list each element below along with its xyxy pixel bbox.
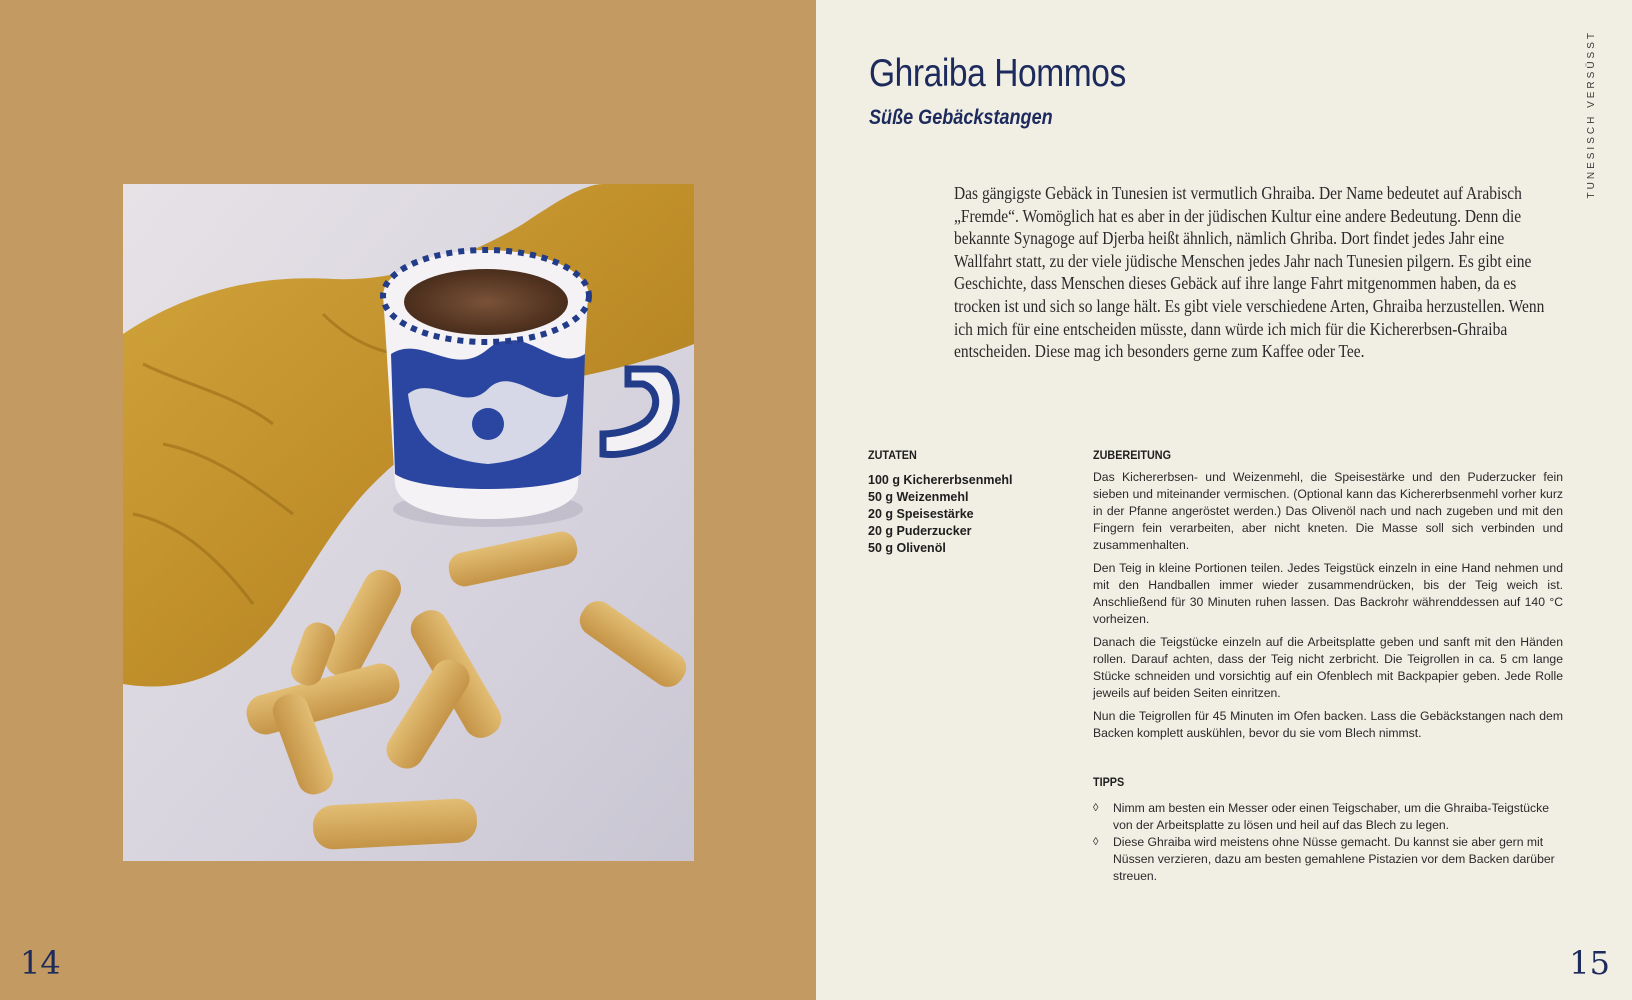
- recipe-subtitle: Süße Gebäckstangen: [869, 106, 1053, 129]
- ingredient-item: 50 g Weizenmehl: [868, 490, 969, 504]
- ingredient-item: 100 g Kichererbsenmehl: [868, 473, 1013, 487]
- preparation-step: Nun die Teigrollen für 45 Minuten im Ofen backen. Lass die Gebäckstangen nach dem Backen komplett auskühlen, bevor du sie vom Blech nimmst.: [1093, 709, 1563, 740]
- section-label: TUNESISCH VERSÜSST: [1586, 30, 1597, 199]
- page-number-left: 14: [20, 944, 61, 982]
- ingredients-list: [868, 472, 1013, 557]
- tip-text: Diese Ghraiba wird meistens ohne Nüsse gemacht. Du kannst sie aber gern mit Nüssen verzieren, dazu am besten gemahlene Pistazien vor dem Backen darüber streuen.: [1113, 835, 1555, 883]
- recipe-photo-illustration: [123, 184, 694, 861]
- ingredients-heading: ZUTATEN: [868, 448, 917, 462]
- ingredient-item: 20 g Puderzucker: [868, 524, 972, 538]
- ingredient-item: 50 g Olivenöl: [868, 541, 946, 555]
- preparation-heading: ZUBEREITUNG: [1093, 448, 1172, 462]
- intro-text: Das gängigste Gebäck in Tunesien ist vermutlich Ghraiba. Der Name bedeutet auf Arabisch „Fremde“. Womöglich hat es aber in der jüdischen Kultur eine andere Bedeutung. Denn die bekannte Synagoge auf Djerba heißt ähnlich, nämlich Ghriba. Dort findet jedes Jahr eine Wallfahrt statt, zu der viele jüdische Menschen jedes Jahr nach Tunesien pilgern. Es gibt eine Geschichte, dass Menschen dieses Gebäck auf ihre lange Fahrt mitgenommen haben, da es trocken ist und sich so lange hält. Es gibt viele verschiedene Arten, Ghraiba herzustellen. Wenn ich mich für eine entscheiden müsste, dann würde ich mich für die Kichererbsen-Ghraiba entscheiden. Diese mag ich besonders gerne zum Kaffee oder Tee.: [954, 183, 1545, 362]
- ingredient-item: 20 g Speisestärke: [868, 507, 974, 521]
- page-number-right: 15: [1569, 944, 1610, 982]
- tips-heading: TIPPS: [1093, 775, 1125, 789]
- preparation-steps: [1093, 469, 1563, 748]
- tip-item: [1093, 800, 1563, 834]
- preparation-step: Danach die Teigstücke einzeln auf die Arbeitsplatte geben und sanft mit den Händen rollen. Darauf achten, dass der Teig nicht zerbricht. Die Teigrollen in ca. 5 cm lange Stücke schneiden und vorsichtig auf ein Ofenblech mit Backpapier geben. Jede Rolle jeweils auf beiden Seiten einritzen.: [1093, 635, 1563, 700]
- tip-text: Nimm am besten ein Messer oder einen Teigschaber, um die Ghraiba-Teigstücke von der Arbeitsplatte zu lösen und heil auf das Blech zu legen.: [1113, 801, 1550, 832]
- preparation-step: Das Kichererbsen- und Weizenmehl, die Speisestärke und den Puderzucker fein sieben und miteinander vermischen. (Optional kann das Kichererbsenmehl vorher kurz in der Pfanne angeröstet werden.) Das Olivenöl nach und nach zugeben und mit den Fingern fein verarbeiten, aber nicht kneten. Die Masse soll sich verbinden und zusammenhalten.: [1093, 470, 1563, 552]
- preparation-step: Den Teig in kleine Portionen teilen. Jedes Teigstück einzeln in eine Hand nehmen und mit den Handballen immer wieder zusammendrücken, bis der Teig weich ist. Anschließend für 30 Minuten ruhen lassen. Das Backrohr währenddessen auf 140 °C vorheizen.: [1093, 561, 1563, 626]
- recipe-title: Ghraiba Hommos: [869, 52, 1126, 95]
- diamond-bullet-icon: ◊: [1093, 802, 1099, 814]
- recipe-photo: [123, 184, 694, 861]
- right-page: [816, 0, 1632, 1000]
- diamond-bullet-icon: ◊: [1093, 836, 1099, 848]
- tip-item: [1093, 834, 1563, 885]
- tips-list: [1093, 800, 1563, 885]
